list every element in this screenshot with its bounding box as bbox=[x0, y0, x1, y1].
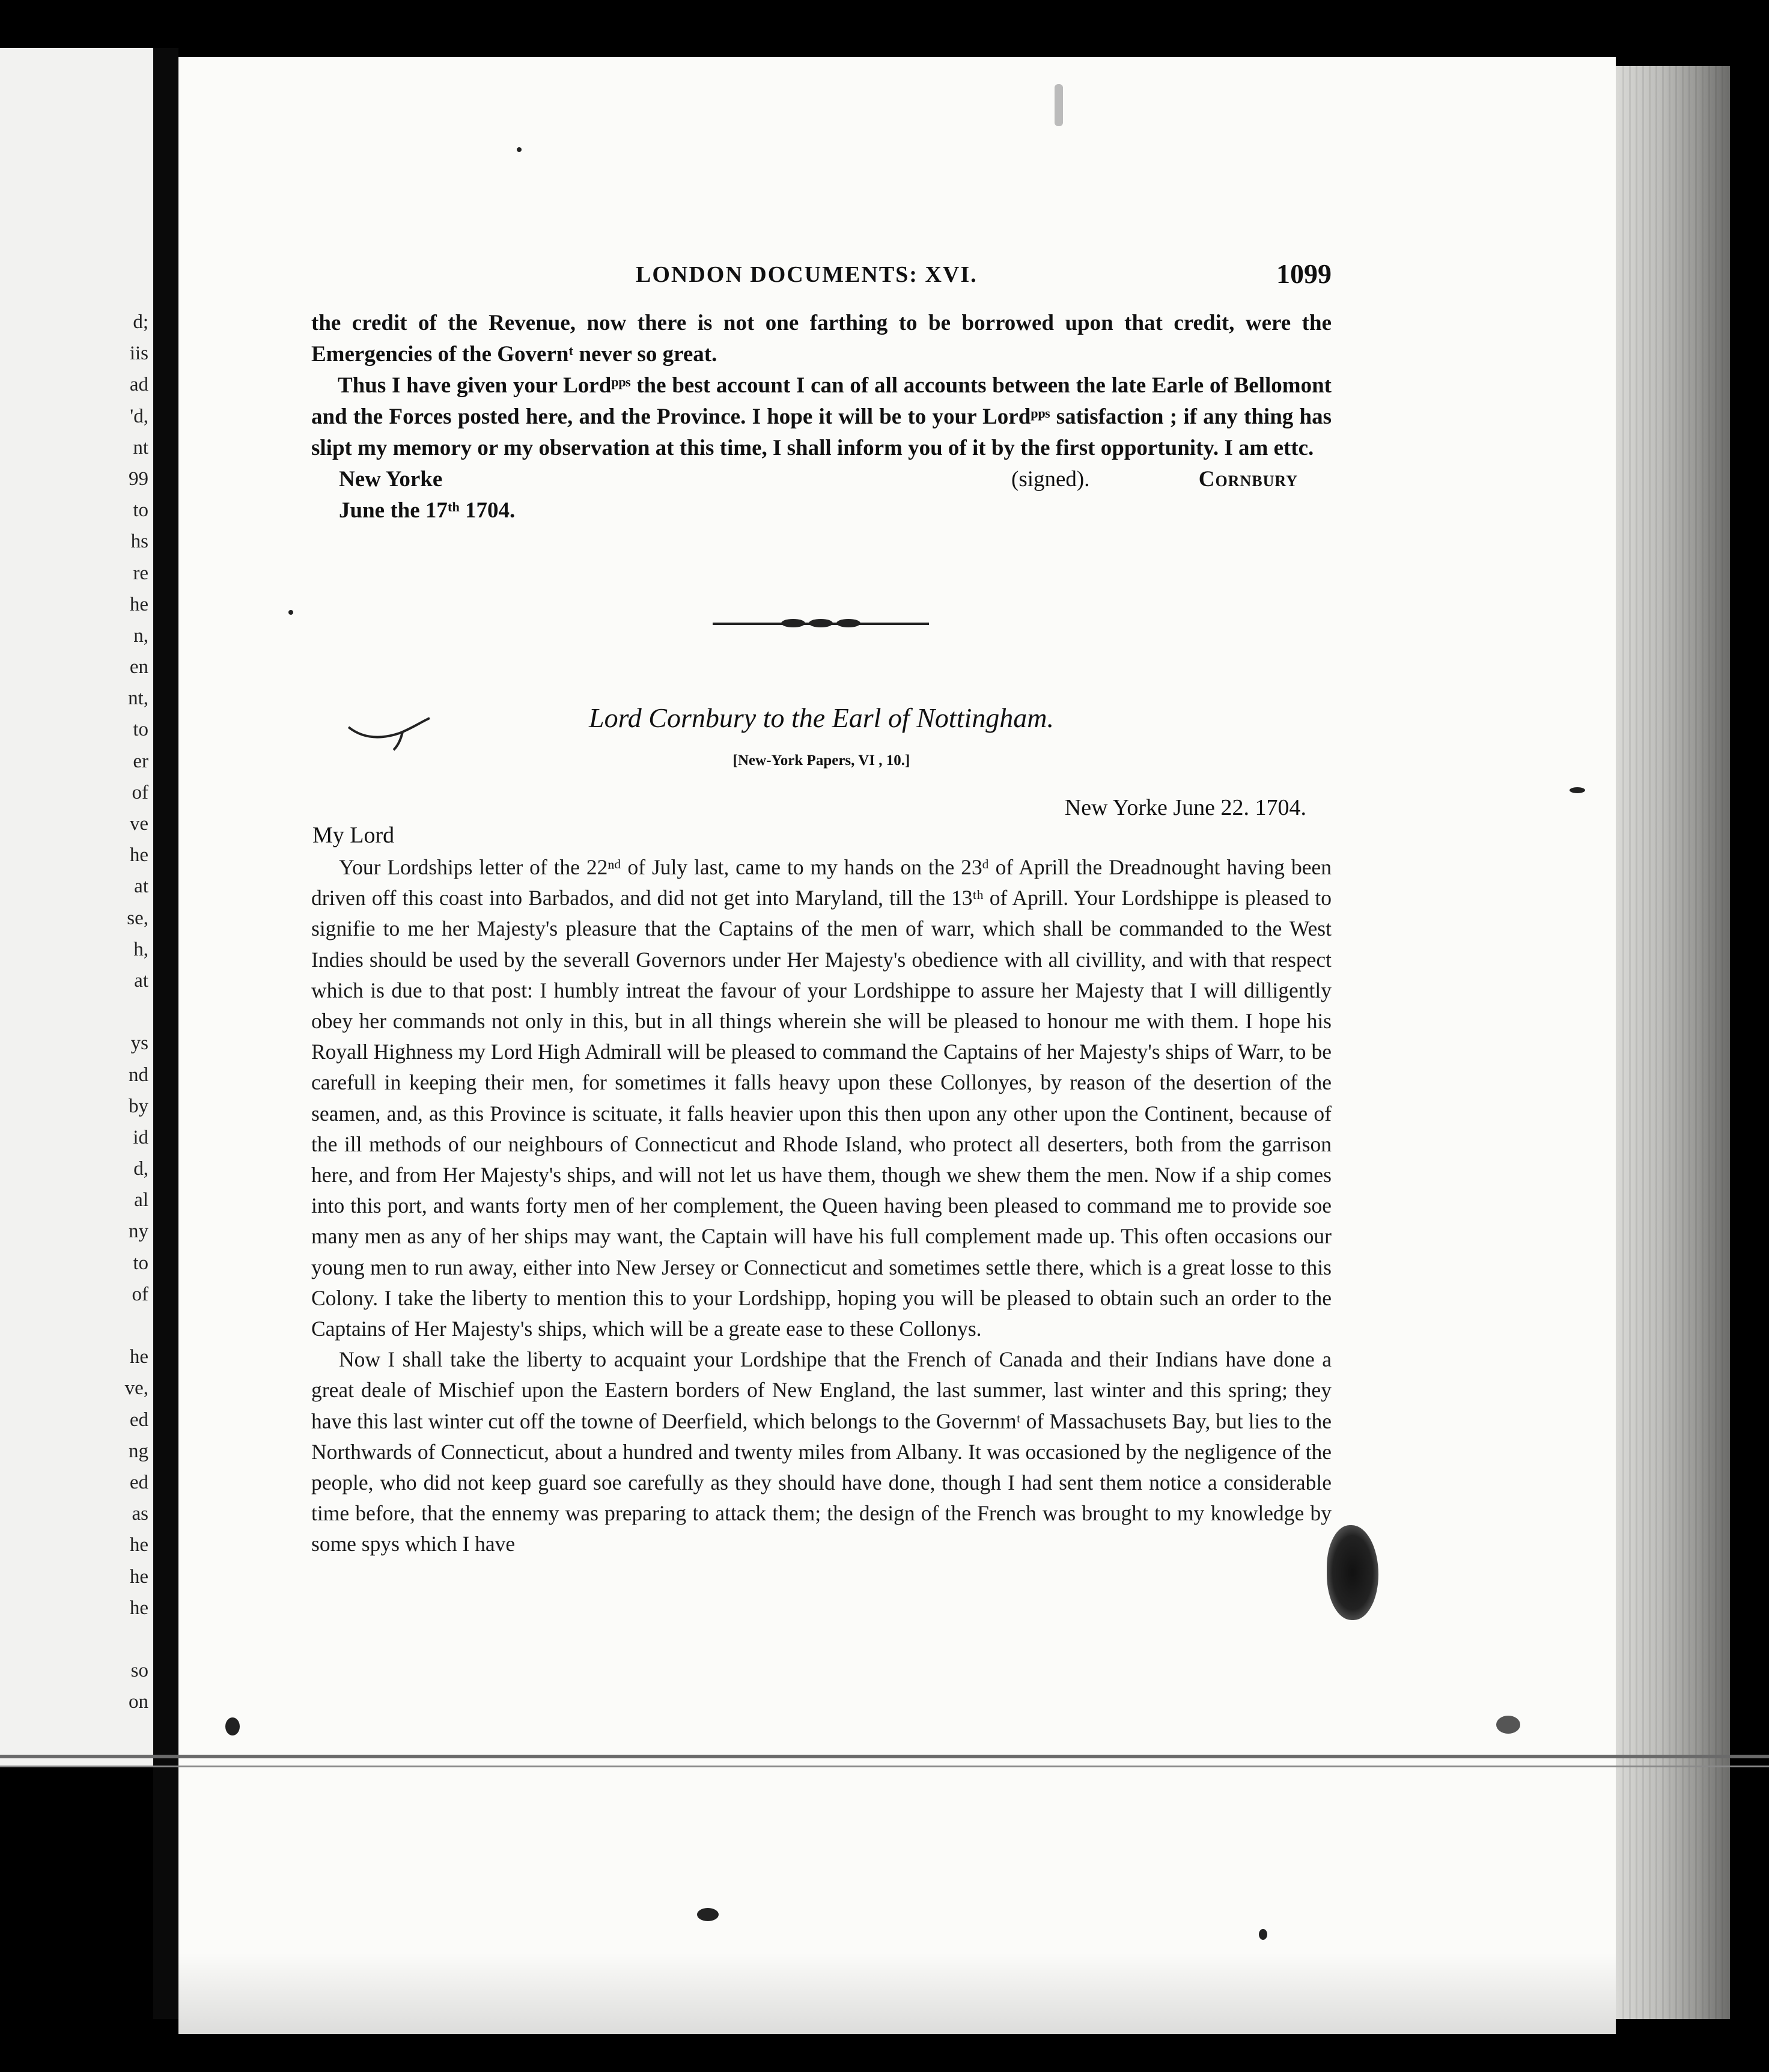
left-page-fragment: er bbox=[133, 750, 148, 772]
left-page-fragment: so bbox=[130, 1660, 148, 1682]
left-page-fragment: ng bbox=[129, 1440, 148, 1462]
film-scratch-line bbox=[0, 1755, 1769, 1758]
film-speck bbox=[1259, 1929, 1267, 1940]
running-head bbox=[311, 258, 1332, 295]
left-page-fragment: ny bbox=[129, 1220, 148, 1243]
left-page-fragment: ed bbox=[129, 1409, 148, 1431]
left-page-fragment: n, bbox=[133, 624, 148, 647]
left-page-fragment: at bbox=[134, 876, 148, 898]
previous-letter-ending bbox=[311, 308, 1332, 526]
running-head-title: LONDON DOCUMENTS: XVI. bbox=[636, 262, 978, 287]
left-page-fragment: iis bbox=[129, 343, 148, 365]
page-number: 1099 bbox=[1276, 258, 1332, 289]
left-page-fragment: ed bbox=[129, 1471, 148, 1493]
left-page-fragment: ve bbox=[129, 813, 148, 835]
left-page-fragment: he bbox=[129, 1534, 148, 1556]
left-page-fragment: id bbox=[133, 1126, 148, 1148]
film-speck bbox=[225, 1717, 240, 1735]
left-page-fragment: to bbox=[133, 499, 148, 522]
left-page-fragment: he bbox=[129, 1565, 148, 1588]
left-page-fragment: of bbox=[132, 781, 148, 803]
left-page-fragment: at bbox=[134, 969, 148, 992]
left-facing-page bbox=[0, 48, 153, 1767]
film-speck bbox=[697, 1908, 719, 1921]
left-page-fragment: ys bbox=[130, 1032, 148, 1055]
letter-paragraph-1: Your Lordships letter of the 22ⁿᵈ of July last, came to my hands on the 23ᵈ of Aprill the Dreadnought having been driven off this coast into Barbados, and did not get into Maryland, till the 13ᵗʰ of Aprill. Your Lordshippe is pleased to signifie to me her Majesty's pleasure that the Captains of the men of warr, which shall be commanded to the West Indies should be used by the severall Governors under Her Majesty's obedience with all civillity, and with that respect which is due to that post: I humbly intreat the favour of your Lordshippe to assure her Majesty that I will dilligently obey her commands not only in this, but in all things wherein she will be pleased to honour me with them. I hope his Royall Highness my Lord High Admirall will be pleased to command the Captains of her Majesty's ships of Warr, to be carefull in keeping their men, for sometimes it falls heavy upon these Collonyes, by reason of the desertion of the seamen, and, as this Province is scituate, it falls heavier upon this then upon any other upon the Continent, because of the ill methods of our neighbours of Connecticut and Rhode Island, who protect all deserters, both from the garrison here, and from Her Majesty's ships, and will not let us have them, though we shew them the men. Now if a ship comes into this port, and wants forty men of her complement, the Queen having been pleased to command me to provide soe many men as any of her ships may want, the Captain will have his full complement made up. This often occasions our young men to run away, either into New Jersey or Connecticut and sometimes settle there, which is a great losse to this Colony. I take the liberty to mention this to your Lordshipp, hoping you will be pleased to obtain such an order to the Captains of Her Majesty's ships, which will be a greate ease to these Collonys. bbox=[311, 855, 1332, 1341]
left-page-fragment: he bbox=[129, 1597, 148, 1619]
page-bottom-shadow bbox=[178, 1953, 1616, 2034]
left-page-fragment: nd bbox=[129, 1064, 148, 1086]
left-page-fragment: he bbox=[129, 1346, 148, 1368]
book-gutter bbox=[153, 48, 178, 2019]
left-page-fragment: 99 bbox=[129, 468, 148, 490]
left-page-fragment: d; bbox=[133, 311, 148, 333]
left-page-fragment: hs bbox=[130, 531, 148, 553]
left-page-strip bbox=[0, 48, 153, 1767]
ink-blot bbox=[1327, 1525, 1378, 1620]
previous-letter-paragraph-2: Thus I have given your Lordᵖᵖˢ the best account I can of all accounts between the late Earle of Bellomont and the Forces posted here, and the Province. I hope it will be to your Lordᵖᵖˢ satisfaction ; if any thing has slipt my memory or my observation at this time, I shall inform you of it by the first opportunity. I am ettc. bbox=[311, 373, 1332, 460]
film-speck bbox=[1055, 84, 1063, 126]
letter-paragraph-2: Now I shall take the liberty to acquaint your Lordshipe that the French of Canada and their Indians have done a great deale of Mischief upon the Eastern borders of New England, the last summer, last winter and this spring; they have this last winter cut off the towne of Deerfield, which belongs to the Governmᵗ of Massachusets Bay, but lies to the Northwards of Connecticut, about a hundred and twenty miles from Albany. It was occasioned by the negligence of the people, who did not keep guard soe carefully as they should have done, though I had sent them notice a considerable time before, that the ennemy was preparing to attack them; the design of the French was brought to my knowledge by some spys which I have bbox=[311, 1347, 1332, 1556]
signature-name: Cornbury bbox=[1198, 467, 1298, 492]
left-page-fragment: d, bbox=[133, 1158, 148, 1180]
left-page-fragment: ad bbox=[129, 374, 148, 396]
left-page-text-fragments bbox=[76, 306, 148, 1717]
source-note: [New-York Papers, VI , 10.] bbox=[732, 752, 910, 769]
film-speck bbox=[288, 610, 293, 615]
left-page-fragment: re bbox=[133, 562, 148, 584]
left-page-fragment: nt bbox=[133, 436, 148, 459]
film-speck bbox=[517, 147, 522, 152]
letter-title: Lord Cornbury to the Earl of Nottingham. bbox=[589, 702, 1054, 733]
ornamental-rule-dot bbox=[809, 619, 833, 627]
left-page-fragment bbox=[76, 996, 148, 1028]
film-speck bbox=[1570, 787, 1585, 793]
signature-place: New Yorke bbox=[339, 467, 443, 492]
letter-salutation: My Lord bbox=[312, 823, 395, 848]
left-page-fragment: al bbox=[134, 1189, 148, 1211]
left-page-fragment: by bbox=[129, 1095, 148, 1117]
left-page-fragment: as bbox=[132, 1503, 148, 1525]
left-page-fragment: to bbox=[133, 1252, 148, 1274]
letter-body bbox=[311, 852, 1332, 1560]
ornamental-rule-dot bbox=[836, 619, 860, 627]
left-page-fragment bbox=[76, 1310, 148, 1341]
left-page-fragment: en bbox=[129, 656, 148, 678]
film-speck bbox=[1496, 1716, 1520, 1734]
letter-date: New Yorke June 22. 1704. bbox=[1064, 795, 1306, 820]
left-page-fragment: nt, bbox=[128, 687, 148, 710]
left-page-fragment: ve, bbox=[124, 1377, 148, 1400]
left-page-fragment: se, bbox=[127, 907, 148, 929]
film-scratch-line-secondary bbox=[0, 1766, 1769, 1767]
left-page-fragment: he bbox=[129, 593, 148, 615]
left-page-fragment: h, bbox=[133, 938, 148, 960]
page-edge-lines bbox=[1622, 66, 1725, 2019]
left-page-fragment: of bbox=[132, 1283, 148, 1305]
previous-letter-paragraph-1: the credit of the Revenue, now there is not one farthing to be borrowed upon that credit, were the Emergencies of the Governᵗ never so great. bbox=[311, 311, 1332, 367]
ornamental-rule-dot bbox=[781, 619, 805, 627]
left-page-fragment: 'd, bbox=[130, 405, 148, 427]
left-page-fragment: he bbox=[129, 844, 148, 867]
signature-row bbox=[311, 464, 1332, 495]
left-page-fragment bbox=[76, 1624, 148, 1655]
signature-date: June the 17ᵗʰ 1704. bbox=[339, 498, 516, 523]
left-page-fragment: to bbox=[133, 719, 148, 741]
signed-mark: (signed). bbox=[1011, 467, 1090, 492]
left-page-fragment: on bbox=[129, 1691, 148, 1713]
